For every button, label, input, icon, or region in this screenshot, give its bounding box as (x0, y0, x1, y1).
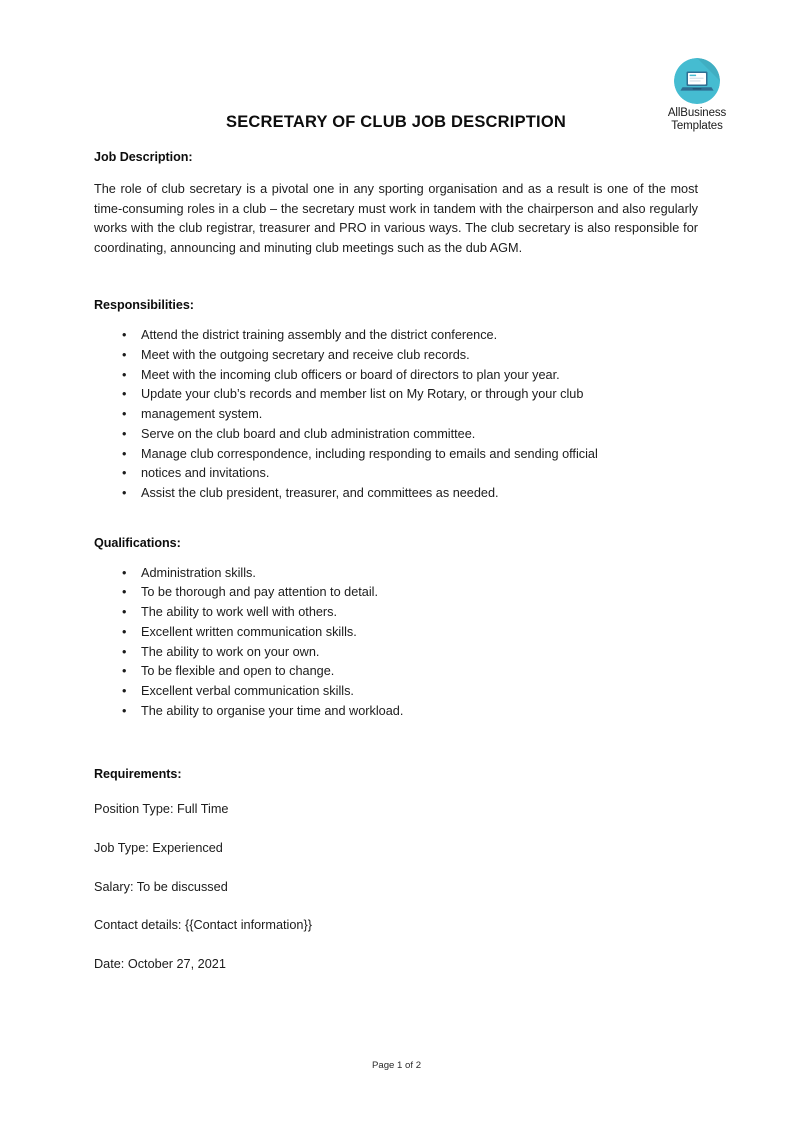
list-item (94, 385, 698, 405)
list-item (94, 662, 698, 682)
list-item (94, 623, 698, 643)
brand-name-line1: AllBusiness (667, 107, 727, 119)
page-footer: Page 1 of 2 (371, 1060, 422, 1071)
list-item-label: Assist the club president, treasurer, and committees as needed. (141, 486, 499, 500)
list-item (94, 326, 698, 346)
bullet-icon: • (122, 664, 127, 679)
list-item-label: Meet with the incoming club officers or board of directors to plan your year. (141, 367, 560, 382)
job-description-paragraph: The role of club secretary is a pivotal one in any sporting organisation and as a result is one of the most time-consuming roles in a club – the secretary must work in tandem with the chairperson and also regularly works with the club registrar, treasurer and PRO in various ways. The club secretary is also responsible for coordinating, announcing and minuting club meetings such as the dub AGM. (94, 182, 698, 255)
list-item-label: Excellent written communication skills. (141, 624, 357, 639)
list-item-label: To be flexible and open to change. (141, 664, 335, 679)
list-item-label: The ability to work well with others. (141, 605, 338, 620)
bullet-icon: • (122, 367, 127, 382)
list-item (94, 682, 698, 702)
bullet-icon: • (122, 328, 127, 343)
list-item (94, 603, 698, 623)
list-item (94, 346, 698, 366)
list-item-label: To be thorough and pay attention to detail. (141, 585, 379, 600)
list-item-label: Update your club’s records and member list on My Rotary, or through your club (141, 387, 584, 402)
bullet-icon: • (122, 683, 127, 698)
bullet-icon: • (122, 624, 127, 639)
bullet-icon: • (122, 486, 127, 500)
section-heading-job-description: Job Description: (94, 150, 193, 164)
requirement-position-type: Position Type: Full Time (94, 802, 229, 817)
list-item-label: Attend the district training assembly and the district conference. (141, 328, 498, 343)
bullet-icon: • (122, 703, 127, 718)
bullet-icon: • (122, 348, 127, 363)
list-item-label: management system. (141, 407, 263, 422)
responsibilities-list (94, 326, 698, 503)
list-item (94, 702, 698, 722)
list-item-label: Manage club correspondence, including responding to emails and sending official (141, 446, 598, 461)
list-item-label: The ability to organise your time and workload. (141, 703, 404, 718)
bullet-icon: • (122, 407, 127, 422)
bullet-icon: • (122, 466, 127, 481)
document-body (94, 0, 698, 975)
list-item-label: Administration skills. (141, 565, 256, 580)
list-item (94, 564, 698, 584)
list-item (94, 425, 698, 445)
requirement-contact-details: Contact details: {{Contact information}} (94, 918, 312, 933)
page-title: SECRETARY OF CLUB JOB DESCRIPTION (226, 113, 566, 131)
brand-name-line2: Templates (671, 120, 723, 132)
list-item (94, 366, 698, 386)
bullet-icon: • (122, 565, 127, 580)
list-item-label: notices and invitations. (141, 466, 270, 481)
list-item (94, 464, 698, 484)
section-heading-responsibilities: Responsibilities: (94, 298, 194, 313)
list-item (94, 445, 698, 465)
list-item-label: Excellent verbal communication skills. (141, 683, 354, 698)
bullet-icon: • (122, 446, 127, 461)
list-item-label: Serve on the club board and club administration committee. (141, 426, 476, 441)
list-item (94, 405, 698, 425)
bullet-icon: • (122, 426, 127, 441)
requirement-salary: Salary: To be discussed (94, 879, 228, 894)
list-item-label: Meet with the outgoing secretary and receive club records. (141, 348, 470, 363)
bullet-icon: • (122, 387, 127, 402)
qualifications-list (94, 564, 698, 722)
list-item (94, 484, 698, 504)
list-item (94, 643, 698, 663)
list-item-label: The ability to work on your own. (141, 644, 320, 659)
section-heading-qualifications: Qualifications: (94, 535, 181, 550)
requirement-date: Date: October 27, 2021 (94, 957, 226, 972)
bullet-icon: • (122, 585, 127, 600)
bullet-icon: • (122, 644, 127, 659)
requirement-job-type: Job Type: Experienced (94, 841, 223, 856)
list-item (94, 583, 698, 603)
section-heading-requirements: Requirements: (94, 767, 182, 782)
bullet-icon: • (122, 605, 127, 620)
